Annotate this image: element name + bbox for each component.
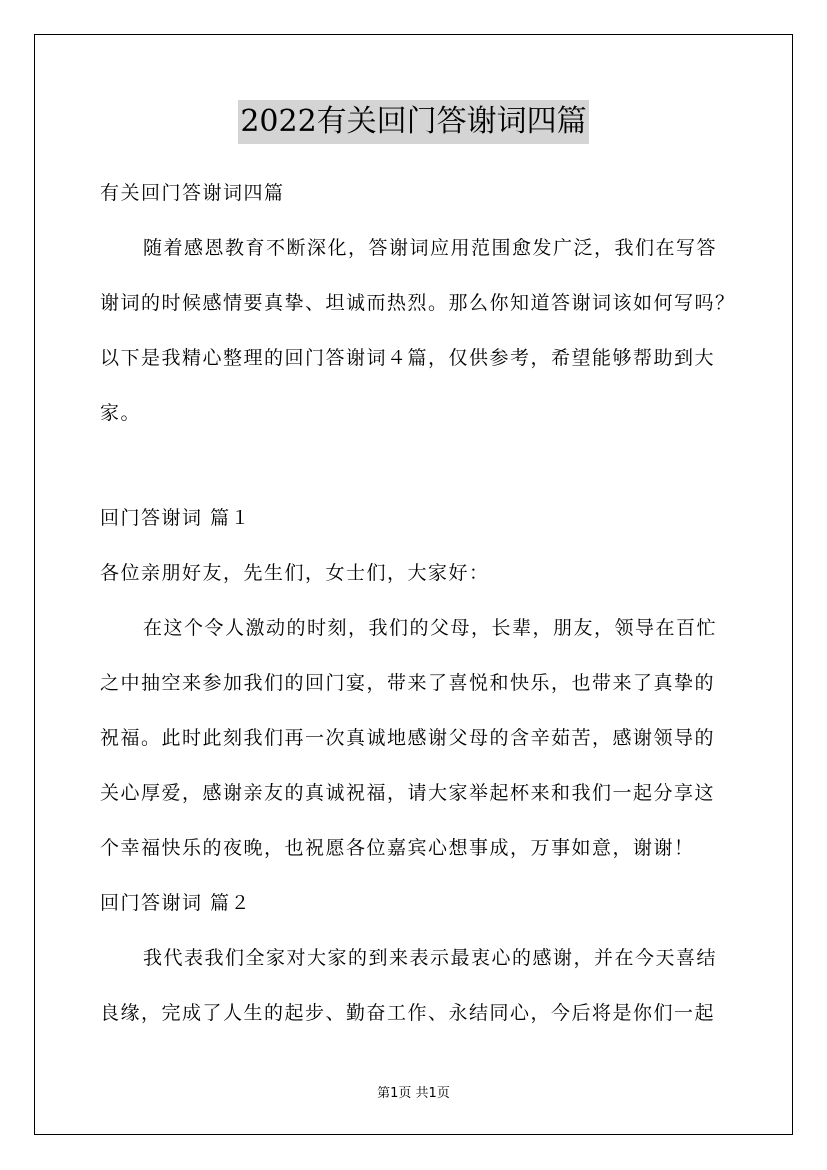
paragraph-line: 以下是我精心整理的回门答谢词４篇，仅供参考，希望能够帮助到大: [100, 347, 716, 369]
title-container: [0, 100, 827, 144]
paragraph-line: 随着感恩教育不断深化，答谢词应用范围愈发广泛，我们在写答: [143, 237, 718, 259]
paragraph-line: 个幸福快乐的夜晚，也祝愿各位嘉宾心想事成，万事如意，谢谢！: [100, 837, 695, 859]
section-heading: 回门答谢词 篇１: [100, 507, 252, 529]
paragraph-line: 我代表我们全家对大家的到来表示最衷心的感谢，并在今天喜结: [143, 947, 718, 969]
page-footer: 第1页 共1页: [377, 1086, 450, 1101]
paragraph-line: 祝福。此时此刻我们再一次真诚地感谢父母的含辛茹苦，感谢领导的: [100, 727, 716, 749]
paragraph-line: 良缘，完成了人生的起步、勤奋工作、永结同心，今后将是你们一起: [100, 1002, 716, 1024]
paragraph-line: 家。: [100, 402, 142, 424]
paragraph-gap: [100, 447, 730, 497]
paragraph-line: 在这个令人激动的时刻，我们的父母，长辈，朋友，领导在百忙: [143, 617, 718, 639]
section-heading: 回门答谢词 篇２: [100, 892, 252, 914]
paragraph-line: 关心厚爱，感谢亲友的真诚祝福，请大家举起杯来和我们一起分享这: [100, 782, 716, 804]
document-title: 2022有关回门答谢词四篇: [238, 100, 588, 144]
intro-heading: 有关回门答谢词四篇: [100, 182, 285, 204]
paragraph-line: 谢词的时候感情要真挚、坦诚而热烈。那么你知道答谢词该如何写吗？: [100, 292, 736, 314]
document-body: [100, 172, 736, 1047]
greeting-line: 各位亲朋好友，先生们，女士们，大家好：: [100, 562, 490, 584]
paragraph-line: 之中抽空来参加我们的回门宴，带来了喜悦和快乐，也带来了真挚的: [100, 672, 716, 694]
